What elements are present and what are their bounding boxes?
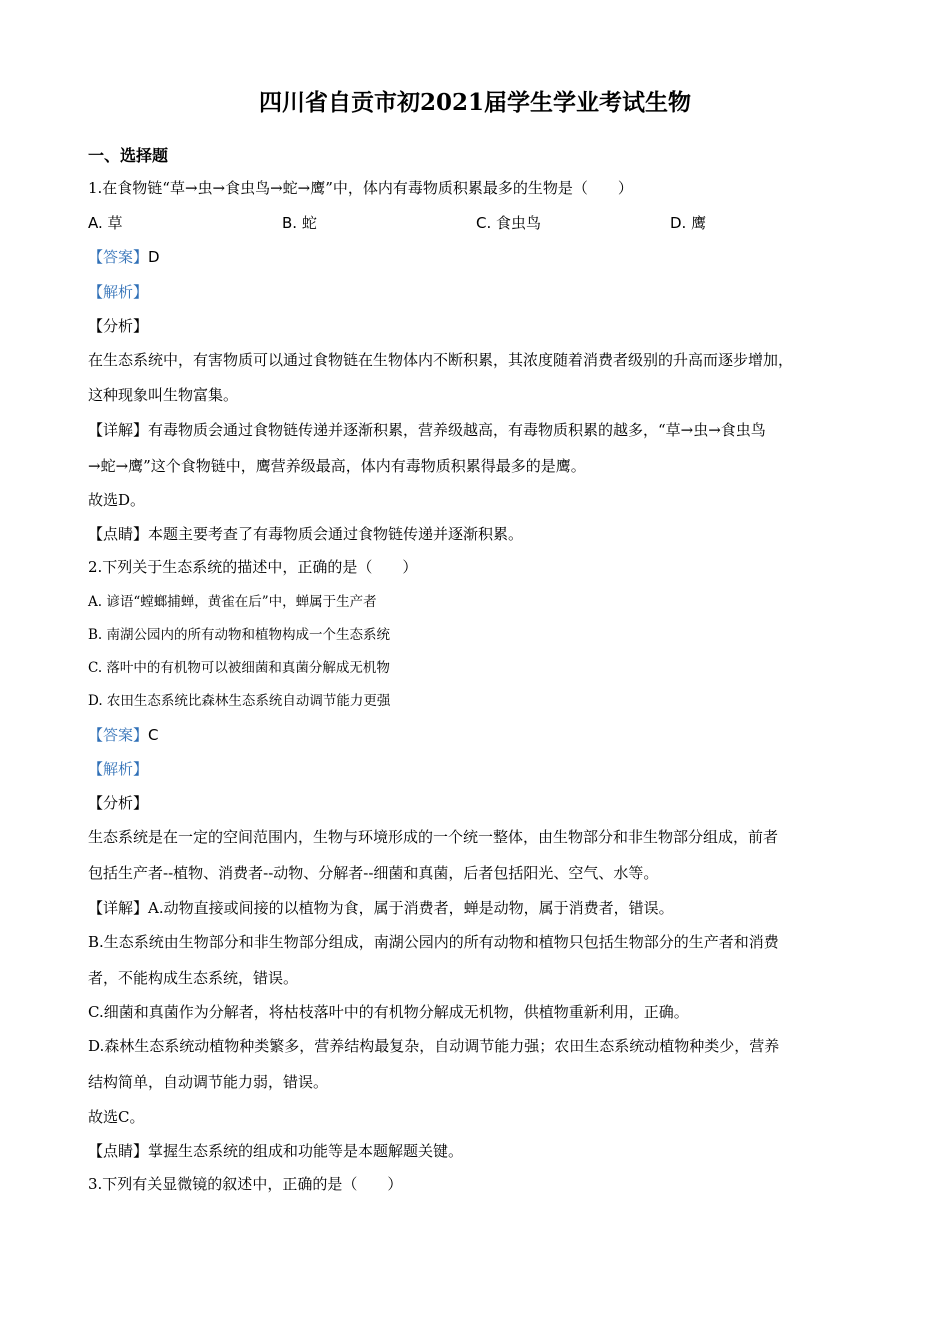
q2-detail-line-4: C.细菌和真菌作为分解者，将枯枝落叶中的有机物分解成无机物，供植物重新利用，正确。 — [88, 1003, 689, 1021]
q2-option-b: B. 南湖公园内的所有动物和植物构成一个生态系统 — [88, 627, 391, 643]
q2-detail-line-2: B.生态系统由生物部分和非生物部分组成，南湖公园内的所有动物和植物只包括生物部分的生产者和消费 — [88, 933, 779, 951]
q1-conclusion: 故选D。 — [88, 491, 146, 509]
q1-analysis-line-2: 这种现象叫生物富集。 — [88, 386, 239, 404]
q1-answer — [88, 247, 160, 267]
q2-detail-line-3: 者，不能构成生态系统，错误。 — [88, 969, 299, 987]
question-1-stem: 1.在食物链“草→虫→食虫鸟→蛇→鹰”中，体内有毒物质积累最多的生物是（ ） — [88, 179, 633, 197]
answer-value: C — [148, 726, 159, 744]
q2-conclusion: 故选C。 — [88, 1108, 145, 1126]
answer-tag: 【答案】 — [88, 726, 149, 744]
question-2-stem: 2.下列关于生态系统的描述中，正确的是（ ） — [88, 558, 418, 576]
q2-detail-line-1: 【详解】A.动物直接或间接的以植物为食，属于消费者，蝉是动物，属于消费者，错误。 — [88, 899, 674, 917]
page-title: 四川省自贡市初2021届学生学业考试生物 — [258, 89, 691, 116]
q1-option-b: B. 蛇 — [282, 214, 317, 232]
q2-detail-line-5: D.森林生态系统动植物种类繁多，营养结构最复杂，自动调节能力强；农田生态系统动植物种类少，营养 — [88, 1037, 780, 1055]
q2-option-d: D. 农田生态系统比森林生态系统自动调节能力更强 — [88, 693, 391, 709]
q1-option-a: A. 草 — [88, 214, 123, 232]
section-heading: 一、选择题 — [88, 146, 169, 165]
q1-dianjing: 【点睛】本题主要考查了有毒物质会通过食物链传递并逐渐积累。 — [88, 525, 524, 543]
q2-analysis-line-2: 包括生产者--植物、消费者--动物、分解者--细菌和真菌，后者包括阳光、空气、水等。 — [88, 864, 659, 882]
q1-fenxi-tag: 【分析】 — [88, 317, 149, 335]
q2-option-c: C. 落叶中的有机物可以被细菌和真菌分解成无机物 — [88, 660, 390, 676]
answer-tag: 【答案】 — [88, 248, 149, 266]
q1-analysis-line-1: 在生态系统中，有害物质可以通过食物链在生物体内不断积累，其浓度随着消费者级别的升高而逐步增加， — [88, 351, 794, 369]
q2-fenxi-tag: 【分析】 — [88, 794, 149, 812]
q2-analysis-line-1: 生态系统是在一定的空间范围内，生物与环境形成的一个统一整体，由生物部分和非生物部分组成，前者 — [88, 828, 779, 846]
answer-value: D — [148, 248, 160, 266]
q1-jiexi-tag: 【解析】 — [88, 283, 149, 301]
q2-dianjing: 【点睛】掌握生态系统的组成和功能等是本题解题关键。 — [88, 1142, 464, 1160]
question-3-stem: 3.下列有关显微镜的叙述中，正确的是（ ） — [88, 1175, 403, 1193]
q2-answer — [88, 725, 159, 745]
q1-option-d: D. 鹰 — [670, 214, 707, 232]
q2-option-a: A. 谚语“螳螂捕蝉，黄雀在后”中，蝉属于生产者 — [88, 594, 377, 610]
q1-detail-line-1: 【详解】有毒物质会通过食物链传递并逐渐积累，营养级越高，有毒物质积累的越多，“草→虫→食虫鸟 — [88, 421, 766, 439]
q1-option-c: C. 食虫鸟 — [476, 214, 542, 232]
q2-jiexi-tag: 【解析】 — [88, 760, 149, 778]
q2-detail-line-6: 结构简单，自动调节能力弱，错误。 — [88, 1073, 329, 1091]
q1-detail-line-2: →蛇→鹰”这个食物链中，鹰营养级最高，体内有毒物质积累得最多的是鹰。 — [88, 457, 586, 475]
